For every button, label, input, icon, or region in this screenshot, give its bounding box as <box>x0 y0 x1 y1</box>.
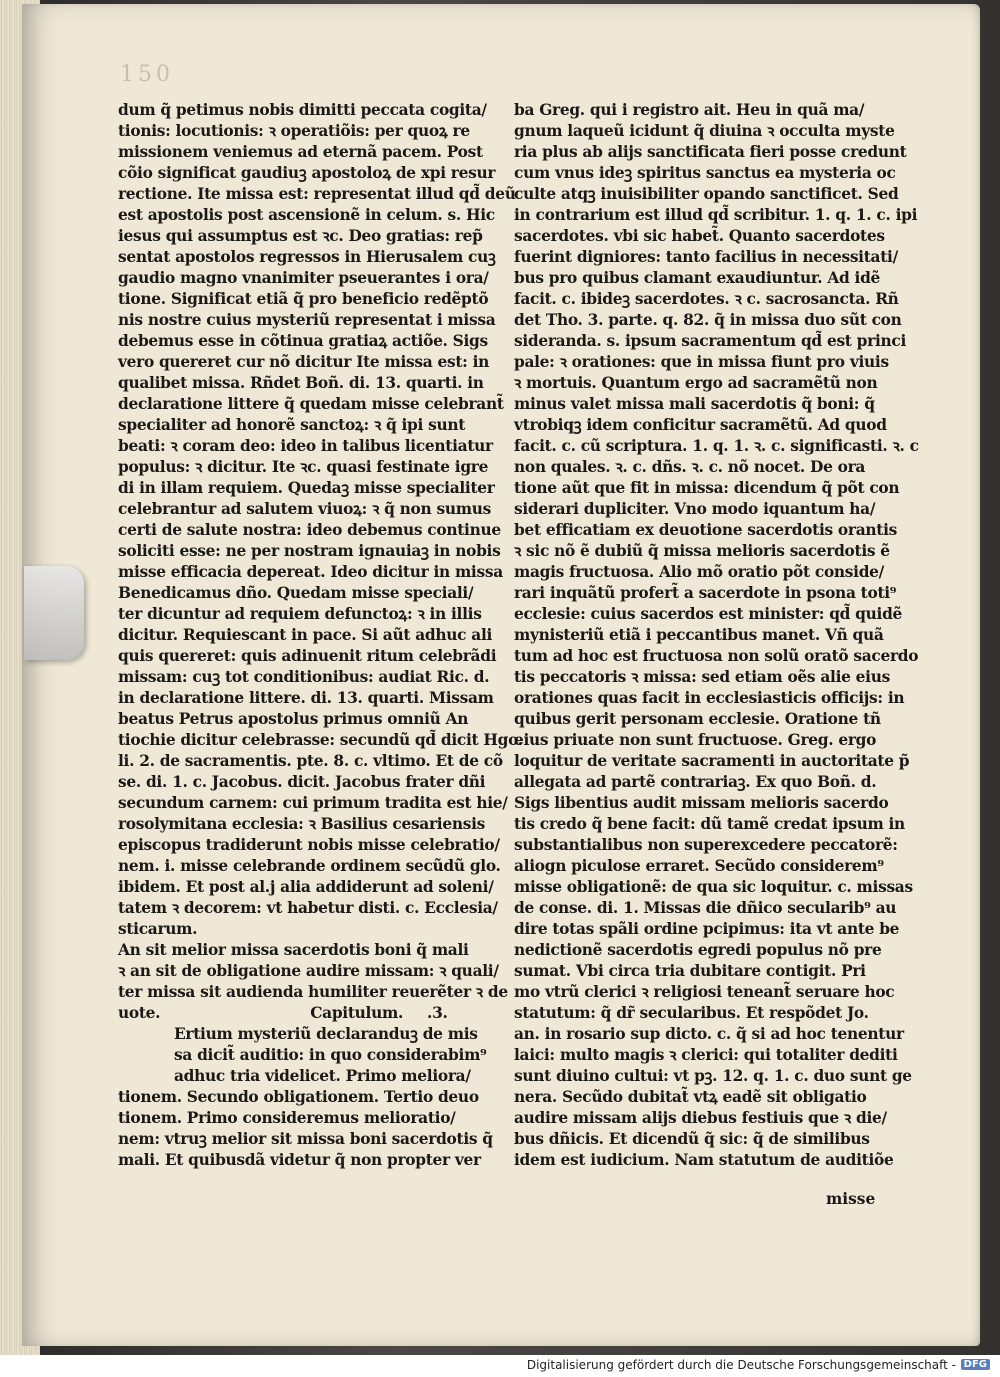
text-line: ecclesie: cuius sacerdos est minister: qd̃ quidẽ <box>514 605 903 623</box>
text-line: quibus gerit personam ecclesie. Oratione tñ <box>514 710 881 728</box>
footer-credit: Digitalisierung gefördert durch die Deutsche Forschungsgemeinschaft - <box>526 1358 956 1372</box>
page-clip <box>24 566 84 660</box>
text-line: mo vtrũ clerici ꝛ religiosi teneant̃ seruare hoc <box>514 983 895 1001</box>
text-line: specialiter ad honorẽ sanctoꝝ: ꝛ q̃ ipi sunt <box>118 416 466 434</box>
text-line: sideranda. s. ipsum sacramentum qd̃ est princi <box>514 332 907 350</box>
text-line: tis peccatoris ꝛ missa: sed etiam oẽs alie eius <box>514 668 890 686</box>
text-line: laici: multo magis ꝛ clerici: qui totaliter dediti <box>514 1046 898 1064</box>
text-line: ria plus ab alijs sanctificata fieri posse credunt <box>514 143 907 161</box>
text-line: se. di. 1. c. Jacobus. dicit. Jacobus frater dñi <box>118 773 486 791</box>
dfg-logo: DFG <box>961 1359 990 1370</box>
text-line: missam: cuꝫ tot conditionibus: audiat Ric. d. <box>118 668 490 686</box>
text-line: aliogn piculose erraret. Secũdo considerem⁹ <box>514 857 884 875</box>
chapter-text-line: sa dicit̃ auditio: in quo considerabim⁹ <box>174 1046 487 1064</box>
text-line: loquitur de veritate sacramenti in auctoritate p̃ <box>514 752 910 770</box>
footer-bar <box>0 1355 1000 1377</box>
chapter-text-line: adhuc tria videlicet. Primo meliora/ <box>174 1067 471 1085</box>
text-line: pale: ꝛ orationes: que in missa fiunt pro viuis <box>514 353 889 371</box>
right-text-column <box>514 100 919 1171</box>
text-line: tatem ꝛ decorem: vt habetur disti. c. Ecclesia/ <box>118 899 498 917</box>
text-line: sunt diuino cultui: vt pꝫ. 12. q. 1. c. duo sunt ge <box>514 1067 912 1085</box>
chapter-heading-line: ter missa sit audienda humiliter reuerẽter ꝛ de <box>118 983 508 1001</box>
text-line: eius priuate non sunt fructuose. Greg. ergo <box>514 731 877 749</box>
text-line: bus pro quibus clamant exaudiuntur. Ad idẽ <box>514 269 881 287</box>
chapter-label: Capitulum. <box>310 1004 404 1022</box>
text-line: populus: ꝛ dicitur. Ite ꝛc. quasi festinate igre <box>118 458 489 476</box>
text-line: bus dñicis. Et dicendũ q̃ sic: q̃ de similibus <box>514 1130 870 1148</box>
text-line: di in illam requiem. Quedaꝫ misse specialiter <box>118 479 495 497</box>
text-line: culte atqꝫ inuisibiliter opando sanctificet. Sed <box>514 185 899 203</box>
text-line: orationes quas facit in ecclesiasticis officijs: in <box>514 689 905 707</box>
text-line: misse obligationẽ: de qua sic loquitur. c. missas <box>514 878 913 896</box>
text-line: ba Greg. qui i registro ait. Heu in quã ma/ <box>514 101 865 119</box>
text-line: de conse. di. 1. Missas die dñico secularib⁹ au <box>514 899 897 917</box>
text-line: certi de salute nostra: ideo debemus continue <box>118 521 501 539</box>
text-line: audire missam alijs diebus festiuis que ꝛ die/ <box>514 1109 887 1127</box>
text-line: rosolymitana ecclesia: ꝛ Basilius cesariensis <box>118 815 485 833</box>
text-line: celebrantur ad salutem viuoꝝ: ꝛ q̃ non sumus <box>118 500 491 518</box>
text-line: non quales. ꝛ. c. dñs. ꝛ. c. nõ nocet. De ora <box>514 458 866 476</box>
text-line: missionem veniemus ad eternã pacem. Post <box>118 143 483 161</box>
text-line: tione aũt que fit in missa: dicendum q̃ põt con <box>514 479 900 497</box>
text-line: siderari dupliciter. Vno modo iquantum ha/ <box>514 500 876 518</box>
chapter-text-line: tionem. Secundo obligationem. Tertio deuo <box>118 1088 479 1106</box>
text-line: beatus Petrus apostolus primus omniũ An <box>118 710 469 728</box>
text-line: in declaratione littere. di. 13. quarti. Missam <box>118 689 494 707</box>
text-line: rari inquãtũ profert̃ a sacerdote in psona toti⁹ <box>514 584 897 602</box>
text-line: bet efficatiam ex deuotione sacerdotis orantis <box>514 521 897 539</box>
text-line: nedictionẽ sacerdotis egredi populus nõ pre <box>514 941 882 959</box>
text-line: cum vnus ideꝫ spiritus sanctus ea mysteria oc <box>514 164 896 182</box>
text-line: tione. Significat etiã q̃ pro beneficio redẽptõ <box>118 290 489 308</box>
text-line: sacerdotes. vbi sic habet̃. Quanto sacerdotes <box>514 227 885 245</box>
text-line: facit. c. ibideꝫ sacerdotes. ꝛ c. sacrosancta. Rñ <box>514 290 899 308</box>
text-line: li. 2. de sacramentis. pte. 8. c. vltimo. Et de cõ <box>118 752 503 770</box>
text-line: det Tho. 3. parte. q. 82. q̃ in missa duo sũt con <box>514 311 902 329</box>
text-line: misse efficacia depereat. Ideo dicitur in missa <box>118 563 503 581</box>
text-line: quis quereret: quis adinuenit ritum celebrãdi <box>118 647 497 665</box>
left-text-column <box>118 100 523 1171</box>
text-line: iesus qui assumptus est ꝛc. Deo gratias: rep̃ <box>118 227 483 245</box>
chapter-number: .3. <box>427 1004 448 1022</box>
text-line: qualibet missa. Rñdet Boñ. di. 13. quarti. in <box>118 374 484 392</box>
text-line: fuerint digniores: tanto facilius in necessitati/ <box>514 248 898 266</box>
text-line: tis credo q̃ bene facit: dũ tamẽ credat ipsum in <box>514 815 905 833</box>
chapter-text-line: tionem. Primo consideremus melioratio/ <box>118 1109 456 1127</box>
text-line: rectione. Ite missa est: representat illud qd̃ deũ <box>118 185 516 203</box>
text-line: in contrarium est illud qd̃ scribitur. 1. q. 1. c. ipi <box>514 206 918 224</box>
text-line: an. in rosario sup dicto. c. q̃ si ad hoc tenentur <box>514 1025 904 1043</box>
text-line: sticarum. <box>118 920 198 938</box>
text-line: vtrobiqꝫ idem conficitur sacramẽtũ. Ad quod <box>514 416 887 434</box>
text-line: mynisteriũ etiã i peccantibus manet. Vñ quã <box>514 626 884 644</box>
text-line: gaudio magno vnanimiter pseuerantes i ora/ <box>118 269 489 287</box>
text-line: nis nostre cuius mysteriũ representat i missa <box>118 311 496 329</box>
text-line: magis fructuosa. Alio mõ oratio põt conside/ <box>514 563 884 581</box>
text-line: vero quereret cur nõ dicitur Ite missa est: in <box>118 353 490 371</box>
text-line: ꝛ mortuis. Quantum ergo ad sacramẽtũ non <box>514 374 878 392</box>
text-line: dire totas spãli ordine pcipimus: ita vt ante be <box>514 920 900 938</box>
text-line: idem est iudicium. Nam statutum de auditiõe <box>514 1151 894 1169</box>
text-line: facit. c. cũ scriptura. 1. q. 1. ꝛ. c. significasti. ꝛ. c <box>514 437 919 455</box>
text-line: debemus esse in cõtinua gratiaꝝ actiõe. Sigs <box>118 332 488 350</box>
text-line: soliciti esse: ne per nostram ignauiaꝫ in nobis <box>118 542 501 560</box>
text-line: dicitur. Requiescant in pace. Si aũt adhuc ali <box>118 626 493 644</box>
text-line: statutum: q̃ dr̃ secularibus. Et respõdet Jo. <box>514 1004 869 1022</box>
text-line: tionis: locutionis: ꝛ operatiõis: per quoꝝ re <box>118 122 470 140</box>
text-line: cõio significat gaudiuꝫ apostoloꝝ de xpi resur <box>118 164 496 182</box>
chapter-heading-end: uote. <box>118 1004 161 1022</box>
text-line: tum ad hoc est fructuosa non solũ oratõ sacerdo <box>514 647 919 665</box>
text-line: allegata ad partẽ contrariaꝫ. Ex quo Boñ. d. <box>514 773 877 791</box>
text-line: nera. Secũdo dubitat̃ vtꝝ eadẽ sit obligatio <box>514 1088 867 1106</box>
text-line: episcopus tradiderunt nobis misse celebratio/ <box>118 836 500 854</box>
text-line: ꝛ sic nõ ẽ dubiũ q̃ missa melioris sacerdotis ẽ <box>514 542 890 560</box>
text-line: secundum carnem: cui primum tradita est hie/ <box>118 794 508 812</box>
chapter-text-line: Ertium mysteriũ declaranduꝫ de mis <box>174 1025 478 1043</box>
text-line: sumat. Vbi circa tria dubitare contigit. Pri <box>514 962 866 980</box>
text-line: Benedicamus dño. Quedam misse speciali/ <box>118 584 474 602</box>
folio-number: 150 <box>120 62 174 87</box>
text-line: ter dicuntur ad requiem defunctoꝝ: ꝛ in illis <box>118 605 482 623</box>
text-line: dum q̃ petimus nobis dimitti peccata cogita/ <box>118 101 487 119</box>
chapter-heading-line: An sit melior missa sacerdotis boni q̃ mali <box>118 941 469 959</box>
chapter-heading-line: ꝛ an sit de obligatione audire missam: ꝛ quali/ <box>118 962 499 980</box>
text-line: sentat apostolos regressos in Hierusalem cuꝫ <box>118 248 496 266</box>
text-line: substantialibus non superexcedere peccatorẽ: <box>514 836 898 854</box>
catchword: misse <box>826 1190 876 1208</box>
text-line: minus valet missa mali sacerdotis q̃ boni: q̃ <box>514 395 875 413</box>
text-line: beati: ꝛ coram deo: ideo in talibus licentiatur <box>118 437 493 455</box>
text-line: ibidem. Et post al.j alia addiderunt ad soleni/ <box>118 878 494 896</box>
text-line: nem. i. misse celebrande ordinem secũdũ glo. <box>118 857 501 875</box>
chapter-text-line: nem: vtruꝫ melior sit missa boni sacerdotis q̃ <box>118 1130 493 1148</box>
text-line: tiochie dicitur celebrasse: secundũ qd̃ dicit Hgo. <box>118 731 523 749</box>
text-line: gnum laqueũ icidunt q̃ diuina ꝛ occulta myste <box>514 122 895 140</box>
chapter-heading-final-line <box>118 1003 488 1024</box>
text-line: est apostolis post ascensionẽ in celum. s. Hic <box>118 206 495 224</box>
chapter-text-line: mali. Et quibusdã videtur q̃ non propter ver <box>118 1151 481 1169</box>
text-line: Sigs libentius audit missam melioris sacerdo <box>514 794 889 812</box>
text-line: declaratione littere q̃ quedam misse celebrant̃ <box>118 395 504 413</box>
